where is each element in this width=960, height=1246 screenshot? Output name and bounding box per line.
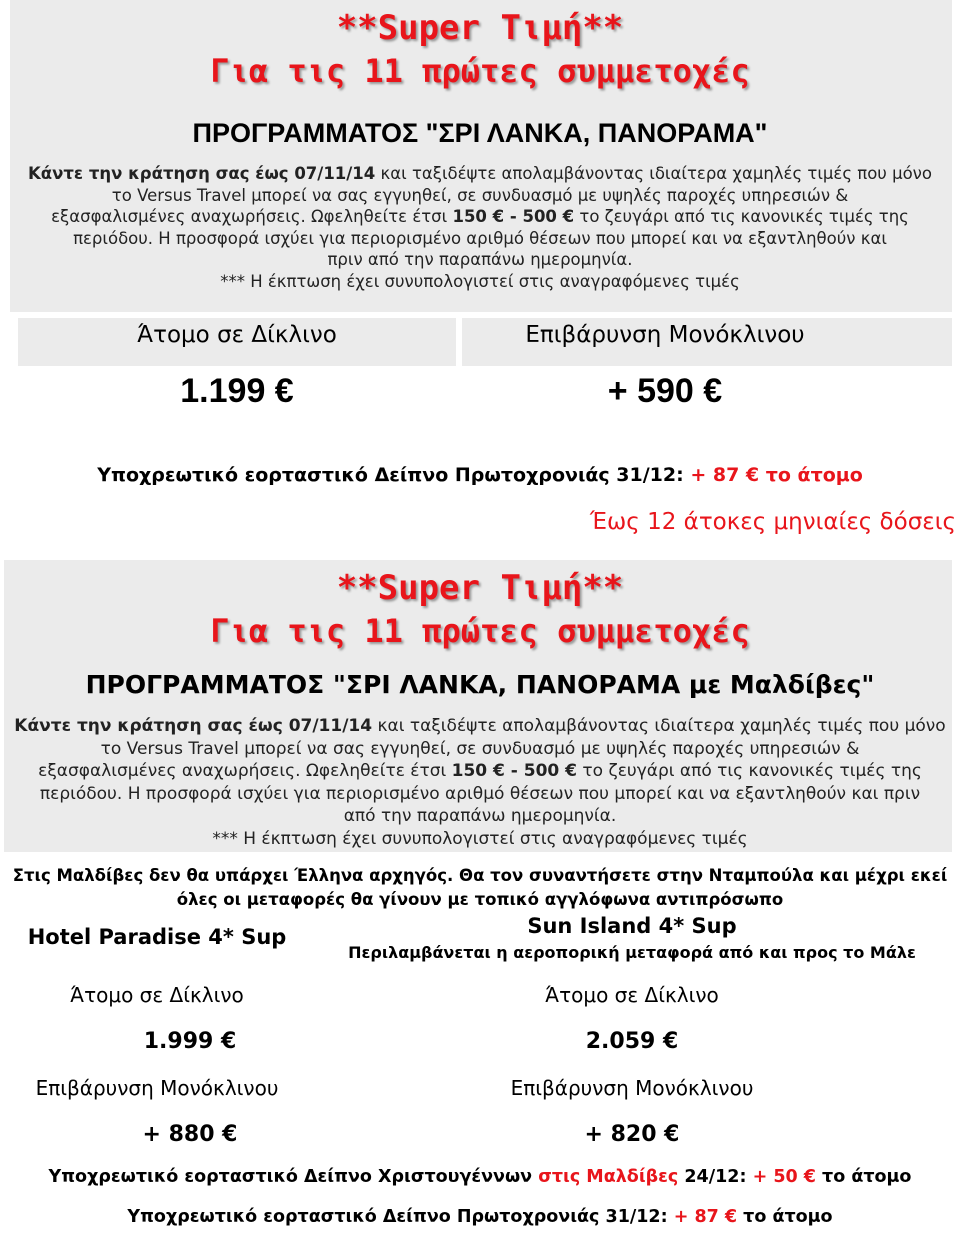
offer2-newyear-dinner-price: + 87 € xyxy=(673,1207,738,1227)
offer1-program-title: ΠΡΟΓΡΑΜΜΑΤΟΣ "ΣΡΙ ΛΑΝΚΑ, ΠΑΝΟΡΑΜΑ" xyxy=(192,118,768,148)
offer2-christmas-dinner: Υποχρεωτικό εορταστικό Δείπνο Χριστουγέννων στις Μαλδίβες 24/12: + 50 € το άτομο xyxy=(48,1167,912,1187)
hotel2-transfer-note: Περιλαμβάνεται η αεροπορική μεταφορά από και προς το Μάλε xyxy=(348,943,916,962)
hotel1-double-room-label: Άτομο σε Δίκλινο xyxy=(70,983,244,1007)
offer1-single-supplement-price: + 590 € xyxy=(607,372,723,410)
hotel2-double-room-price: 2.059 € xyxy=(585,1029,679,1054)
offer2-christmas-dinner-price: + 50 € xyxy=(752,1167,816,1187)
hotel2-name: Sun Island 4* Sup xyxy=(527,914,737,938)
hotel2-single-supplement-label: Επιβάρυνση Μονόκλινου xyxy=(510,1076,754,1100)
offer2-super-price-title: **Super Τιμή** xyxy=(336,568,624,608)
offer2-booking-deadline: Κάντε την κράτηση σας έως 07/11/14 xyxy=(14,716,373,736)
offer2-description: Κάντε την κράτηση σας έως 07/11/14 και ταξιδέψτε απολαμβάνοντας ιδιαίτερα χαμηλές τιμές που μόνο το Versus Travel μπορεί να σας εγγυηθεί, σε συνδυασμό με υψηλές παροχές υπηρεσιών & εξασφαλισμένες αναχωρήσεις. Ωφεληθείτε έτσι 150 € - 500 € το ζευγάρι από τις κανονικές τιμές της περιόδου. Η προσφορά ισχύει για περιορισμένο αριθμό θέσεων που μπορεί και να εξαντληθούν και πριν από την παραπάνω ημερομηνία. *** Η έκπτωση έχει συνυπολογιστεί στις αναγραφόμενες τιμές xyxy=(0,715,960,850)
offer1-first-bookings: Για τις 11 πρώτες συμμετοχές xyxy=(210,52,750,90)
hotel1-single-supplement-price: + 880 € xyxy=(142,1122,238,1147)
hotel2-double-room-label: Άτομο σε Δίκλινο xyxy=(545,983,719,1007)
offer2-guide-note: Στις Μαλδίβες δεν θα υπάρχει Έλληνα αρχηγός. Θα τον συναντήσετε στην Νταμπούλα και μέχρι εκεί όλες οι μεταφορές θα γίνουν με τοπικό αγγλόφωνα αντιπρόσωπο xyxy=(12,866,948,909)
offer1-dinner-price: + 87 € το άτομο xyxy=(690,464,863,486)
hotel1-single-supplement-label: Επιβάρυνση Μονόκλινου xyxy=(35,1076,279,1100)
offer1-discount-range: 150 € - 500 € xyxy=(452,207,575,226)
hotel1-double-room-price: 1.999 € xyxy=(143,1029,237,1054)
hotel1-name: Hotel Paradise 4* Sup xyxy=(27,925,287,949)
hotel2-single-supplement-price: + 820 € xyxy=(584,1122,680,1147)
offer1-single-supplement-label: Επιβάρυνση Μονόκλινου xyxy=(525,322,805,348)
offer1-super-price-title: **Super Τιμή** xyxy=(336,8,624,48)
offer1-booking-deadline: Κάντε την κράτηση σας έως 07/11/14 xyxy=(28,164,376,183)
offer1-newyear-dinner: Υποχρεωτικό εορταστικό Δείπνο Πρωτοχρονιάς 31/12: + 87 € το άτομο xyxy=(97,464,863,486)
offer2-program-title: ΠΡΟΓΡΑΜΜΑΤΟΣ "ΣΡΙ ΛΑΝΚΑ, ΠΑΝΟΡΑΜΑ με Μαλδίβες" xyxy=(85,670,875,699)
offer2-first-bookings: Για τις 11 πρώτες συμμετοχές xyxy=(210,612,750,650)
offer1-description: Κάντε την κράτηση σας έως 07/11/14 και ταξιδέψτε απολαμβάνοντας ιδιαίτερα χαμηλές τιμές που μόνο το Versus Travel μπορεί να σας εγγυηθεί, σε συνδυασμό με υψηλές παροχές υπηρεσιών & εξασφαλισμένες αναχωρήσεις. Ωφεληθείτε έτσι 150 € - 500 € το ζευγάρι από τις κανονικές τιμές της περιόδου. Η προσφορά ισχύει για περιορισμένο αριθμό θέσεων που μπορεί και να εξαντληθούν και πριν από την παραπάνω ημερομηνία. *** Η έκπτωση έχει συνυπολογιστεί στις αναγραφόμενες τιμές xyxy=(0,163,960,292)
installments-note: Έως 12 άτοκες μηνιαίες δόσεις xyxy=(589,509,956,535)
offer1-discount-note: *** Η έκπτωση έχει συνυπολογιστεί στις αναγραφόμενες τιμές xyxy=(220,271,740,291)
offer1-double-room-label: Άτομο σε Δίκλινο xyxy=(137,322,337,348)
offer2-discount-range: 150 € - 500 € xyxy=(451,761,577,781)
offer2-discount-note: *** Η έκπτωση έχει συνυπολογιστεί στις αναγραφόμενες τιμές xyxy=(212,828,748,849)
offer1-double-room-price: 1.199 € xyxy=(180,372,294,410)
offer2-newyear-dinner: Υποχρεωτικό εορταστικό Δείπνο Πρωτοχρονιάς 31/12: + 87 € το άτομο xyxy=(127,1207,833,1227)
